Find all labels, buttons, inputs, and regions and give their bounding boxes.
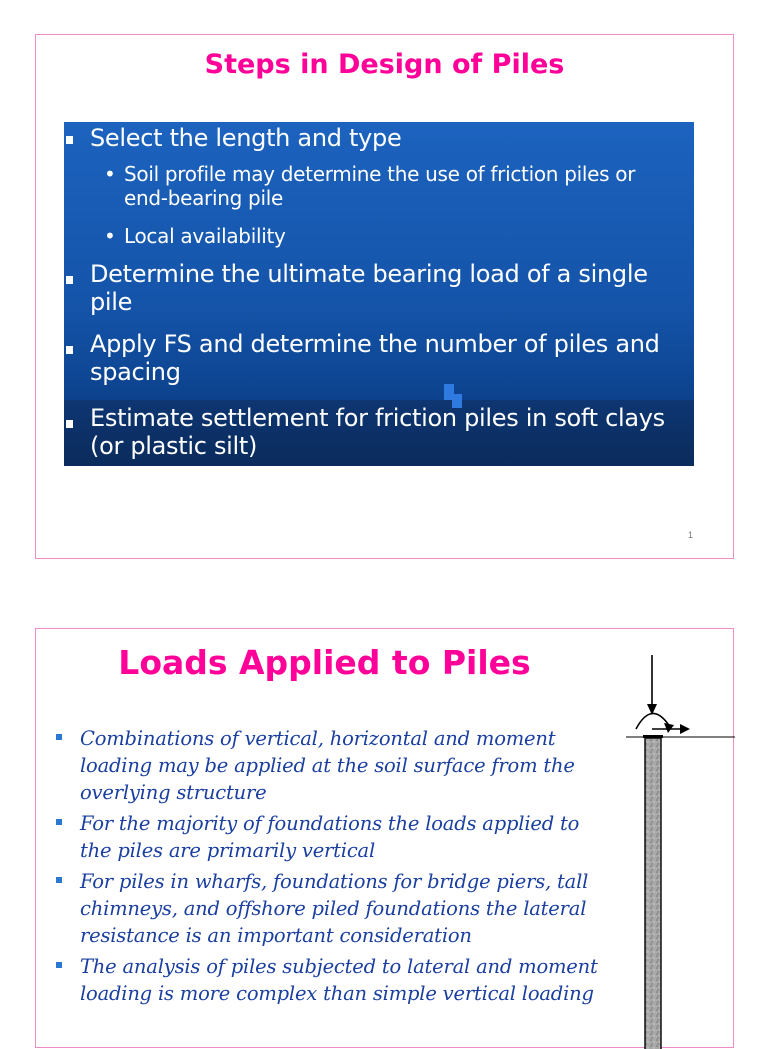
pile-icon bbox=[645, 738, 661, 1049]
step-text: Determine the ultimate bearing load of a single bbox=[90, 260, 648, 288]
list-item bbox=[56, 868, 616, 949]
list-item-text: The analysis of piles subjected to lateral and moment loading is more complex than simple vertical loading bbox=[80, 955, 598, 1005]
steps-list bbox=[64, 122, 694, 466]
sub-step-text: Local availability bbox=[124, 224, 286, 248]
slide-2 bbox=[35, 628, 734, 1048]
slide-2-title: Loads Applied to Piles bbox=[118, 643, 531, 682]
dot-bullet-icon: • bbox=[104, 162, 116, 186]
step-text: Select the length and type bbox=[90, 124, 402, 152]
steps-panel bbox=[64, 122, 694, 466]
square-bullet-icon bbox=[66, 136, 73, 144]
moment-arc-icon bbox=[636, 713, 674, 733]
step-text: Estimate settlement for friction piles in soft clays bbox=[90, 404, 665, 432]
dot-bullet-icon: • bbox=[104, 224, 116, 248]
slide-1-title: Steps in Design of Piles bbox=[204, 49, 565, 80]
list-item-text: Combinations of vertical, horizontal and moment loading may be applied at the soil surface from the overlying structure bbox=[80, 727, 575, 804]
list-item bbox=[56, 810, 616, 864]
square-bullet-icon bbox=[56, 877, 62, 883]
loads-bullet-list bbox=[56, 725, 616, 1011]
list-item bbox=[56, 725, 616, 806]
pile-load-diagram bbox=[626, 649, 735, 1049]
sub-step-text: Soil profile may determine the use of friction piles or bbox=[124, 162, 636, 186]
page-number: 1 bbox=[687, 530, 693, 540]
slide-1 bbox=[35, 34, 734, 559]
square-bullet-icon bbox=[56, 734, 62, 740]
square-bullet-icon bbox=[66, 276, 73, 284]
vertical-load-arrow-icon bbox=[647, 655, 657, 715]
sub-step-text: end-bearing pile bbox=[124, 186, 283, 210]
list-item bbox=[56, 953, 616, 1007]
square-bullet-icon bbox=[66, 346, 73, 354]
square-bullet-icon bbox=[66, 420, 73, 428]
square-bullet-icon bbox=[56, 819, 62, 825]
step-text: pile bbox=[90, 288, 133, 316]
square-bullet-icon bbox=[56, 962, 62, 968]
step-text: Apply FS and determine the number of piles and bbox=[90, 330, 660, 358]
list-item-text: For piles in wharfs, foundations for bridge piers, tall chimneys, and offshore piled foundations the lateral resistance is an important consideration bbox=[80, 870, 589, 947]
step-text: spacing bbox=[90, 358, 181, 386]
step-text: (or plastic silt) bbox=[90, 432, 258, 460]
list-item-text: For the majority of foundations the loads applied to the piles are primarily vertical bbox=[80, 812, 580, 862]
